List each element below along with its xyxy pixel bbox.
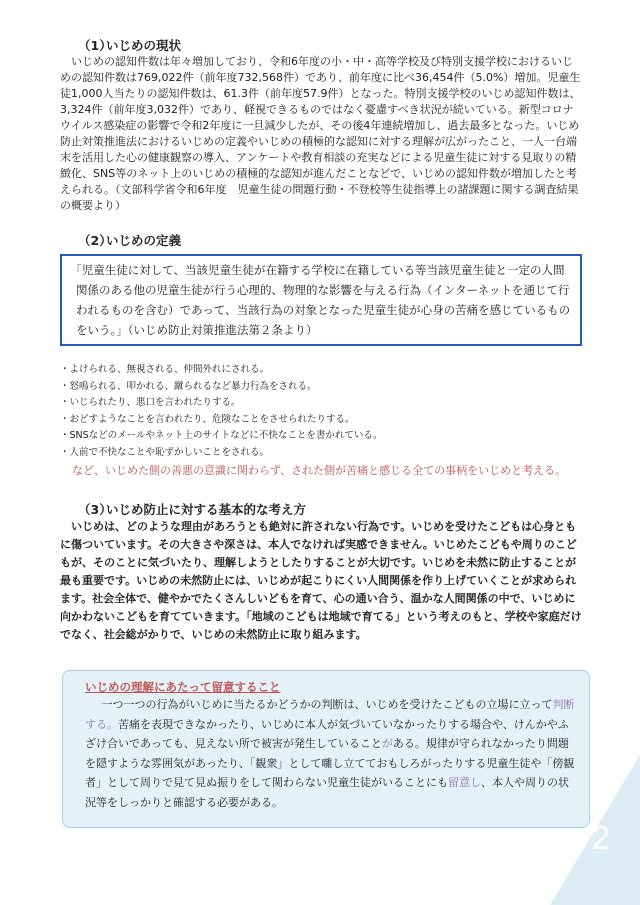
list-item: ・よけられる、無視される、仲間外れにされる。: [60, 364, 270, 375]
section-title: いじめの定義: [106, 233, 182, 248]
document-content: [60, 36, 582, 644]
section-heading: [60, 36, 582, 54]
section-current-state: [60, 36, 582, 214]
callout-text: 一つ一つの行為がいじめに当たるかどうかの判断は、いじめを受けたこどもの立場に立って: [101, 698, 553, 711]
section-title: いじめ防止に対する基本的な考え方: [106, 501, 307, 517]
section-number: （2）: [78, 233, 112, 248]
section-heading: [60, 500, 582, 518]
callout-box: [62, 670, 590, 828]
section-title: いじめの現状: [106, 38, 182, 53]
callout-body: [85, 695, 575, 812]
callout-text: 苦痛を表現できなかったり、いじめに本人が気づいていなかったりする場合や、けんかやふざけ合いであっても、見えない所で被害が発生していること: [85, 717, 569, 750]
callout-title: いじめの理解にあたって留意すること: [85, 680, 281, 694]
list-item: ・いじられたり、悪口を言われたりする。: [60, 397, 241, 408]
section-body: いじめは、どのような理由があろうとも絶対に許されない行為です。いじめを受けたこどもは心身ともに傷ついています。その大きさや深さは、本人でなければ実感できません。いじめたこどもや周りのこどもが、そのことに気づいたり、理解しようとしたりすることが大切です。いじめを未然に防止することが最も重要です。いじめの未然防止には、いじめが起こりにくい人間関係を作り上げていくことが求められます。社会全体で、健やかでたくさんしいどもを育て、心の通い合う、温かな人間関係の中で、いじめに向かわないこどもを育てていきます。「地域のこどもは地域で育てる」という考えのもと、学校や家庭だけでなく、社会総がかりで、いじめの未然防止に取り組みます。: [60, 519, 582, 641]
section-number: （3）: [78, 501, 112, 517]
list-item: ・おどすようなことを言われたり、危険なことをさせられたりする。: [60, 413, 355, 425]
list-item: ・怒鳴られる、叩かれる、蹴られるなど暴力行為をされる。: [60, 380, 317, 392]
list-item: ・人前で不快なことや恥ずかしいことをされる。: [60, 446, 270, 458]
example-list: [60, 362, 582, 461]
section-number: （1）: [78, 38, 112, 53]
definition-box: 「児童生徒に対して、当該児童生徒が在籍する学校に在籍している等当該児童生徒と一定の人間関係のある他の児童生徒が行う心理的、物理的な影響を与える行為（インターネットを通じて行われるものを含む）であって、当該行為の対象となった児童生徒が心身の苦痛を感じているものをいう。」（いじめ防止対策推進法第２条より）: [60, 254, 582, 346]
section-definition: [60, 231, 582, 480]
section-heading: [60, 231, 582, 249]
callout-text: 、本人や周りの状況等をしっかりと確認する必要がある。: [85, 776, 569, 809]
page-number: 2: [591, 819, 610, 856]
section-basic-approach: [60, 500, 582, 644]
callout-highlight: 判断する。: [85, 698, 575, 731]
callout-text: ある。規律が守られなかったり問題を隠すような雰囲気があったり、「観衆」として囃し立てておもしろがったりする児童生徒や「傍観者」として周りで見て見ぬ振りをして関わらない児童生徒がいることにも: [85, 737, 575, 789]
callout-highlight: 留意し: [448, 776, 481, 789]
callout-highlight: が: [381, 737, 393, 750]
definition-note: など、いじめた側の善悪の意識に関わらず、された側が苦痛と感じる全ての事柄をいじめと考える。: [72, 464, 567, 477]
section-body: いじめの認知件数は年々増加しており、令和6年度の小・中・高等学校及び特別支援学校におけるいじめの認知件数は769,022件（前年度732,568件）であり、前年度に比べ36,454件（5.0%）増加。児童生徒1,000人当たりの認知件数は、61.3件（前年度57.9件）となった。特別支援学校のいじめ認知件数は、3,324件（前年度3,032件）であり、軽視できるものではなく憂慮すべき状況が続いている。新型コロナウイルス感染症の影響で令和2年度に一旦減少したが、その後4年連続増加し、過去最多となった。いじめ防止対策推進法におけるいじめの定義やいじめの積極的な認知に対する理解が広がったこと、一人一台端末を活用した心の健康観察の導入、アンケートや教育相談の充実などによる児童生徒に対する見取りの精緻化、SNS等のネット上のいじめの積極的な認知が進んだことなどで、いじめの認知件数が増加したと考えられる。（文部科学省令和6年度 児童生徒の問題行動・不登校等生徒指導上の諸課題に関する調査結果の概要より）: [60, 55, 581, 212]
list-item: ・SNSなどのメールやネット上のサイトなどに不快なことを書かれている。: [60, 430, 383, 441]
